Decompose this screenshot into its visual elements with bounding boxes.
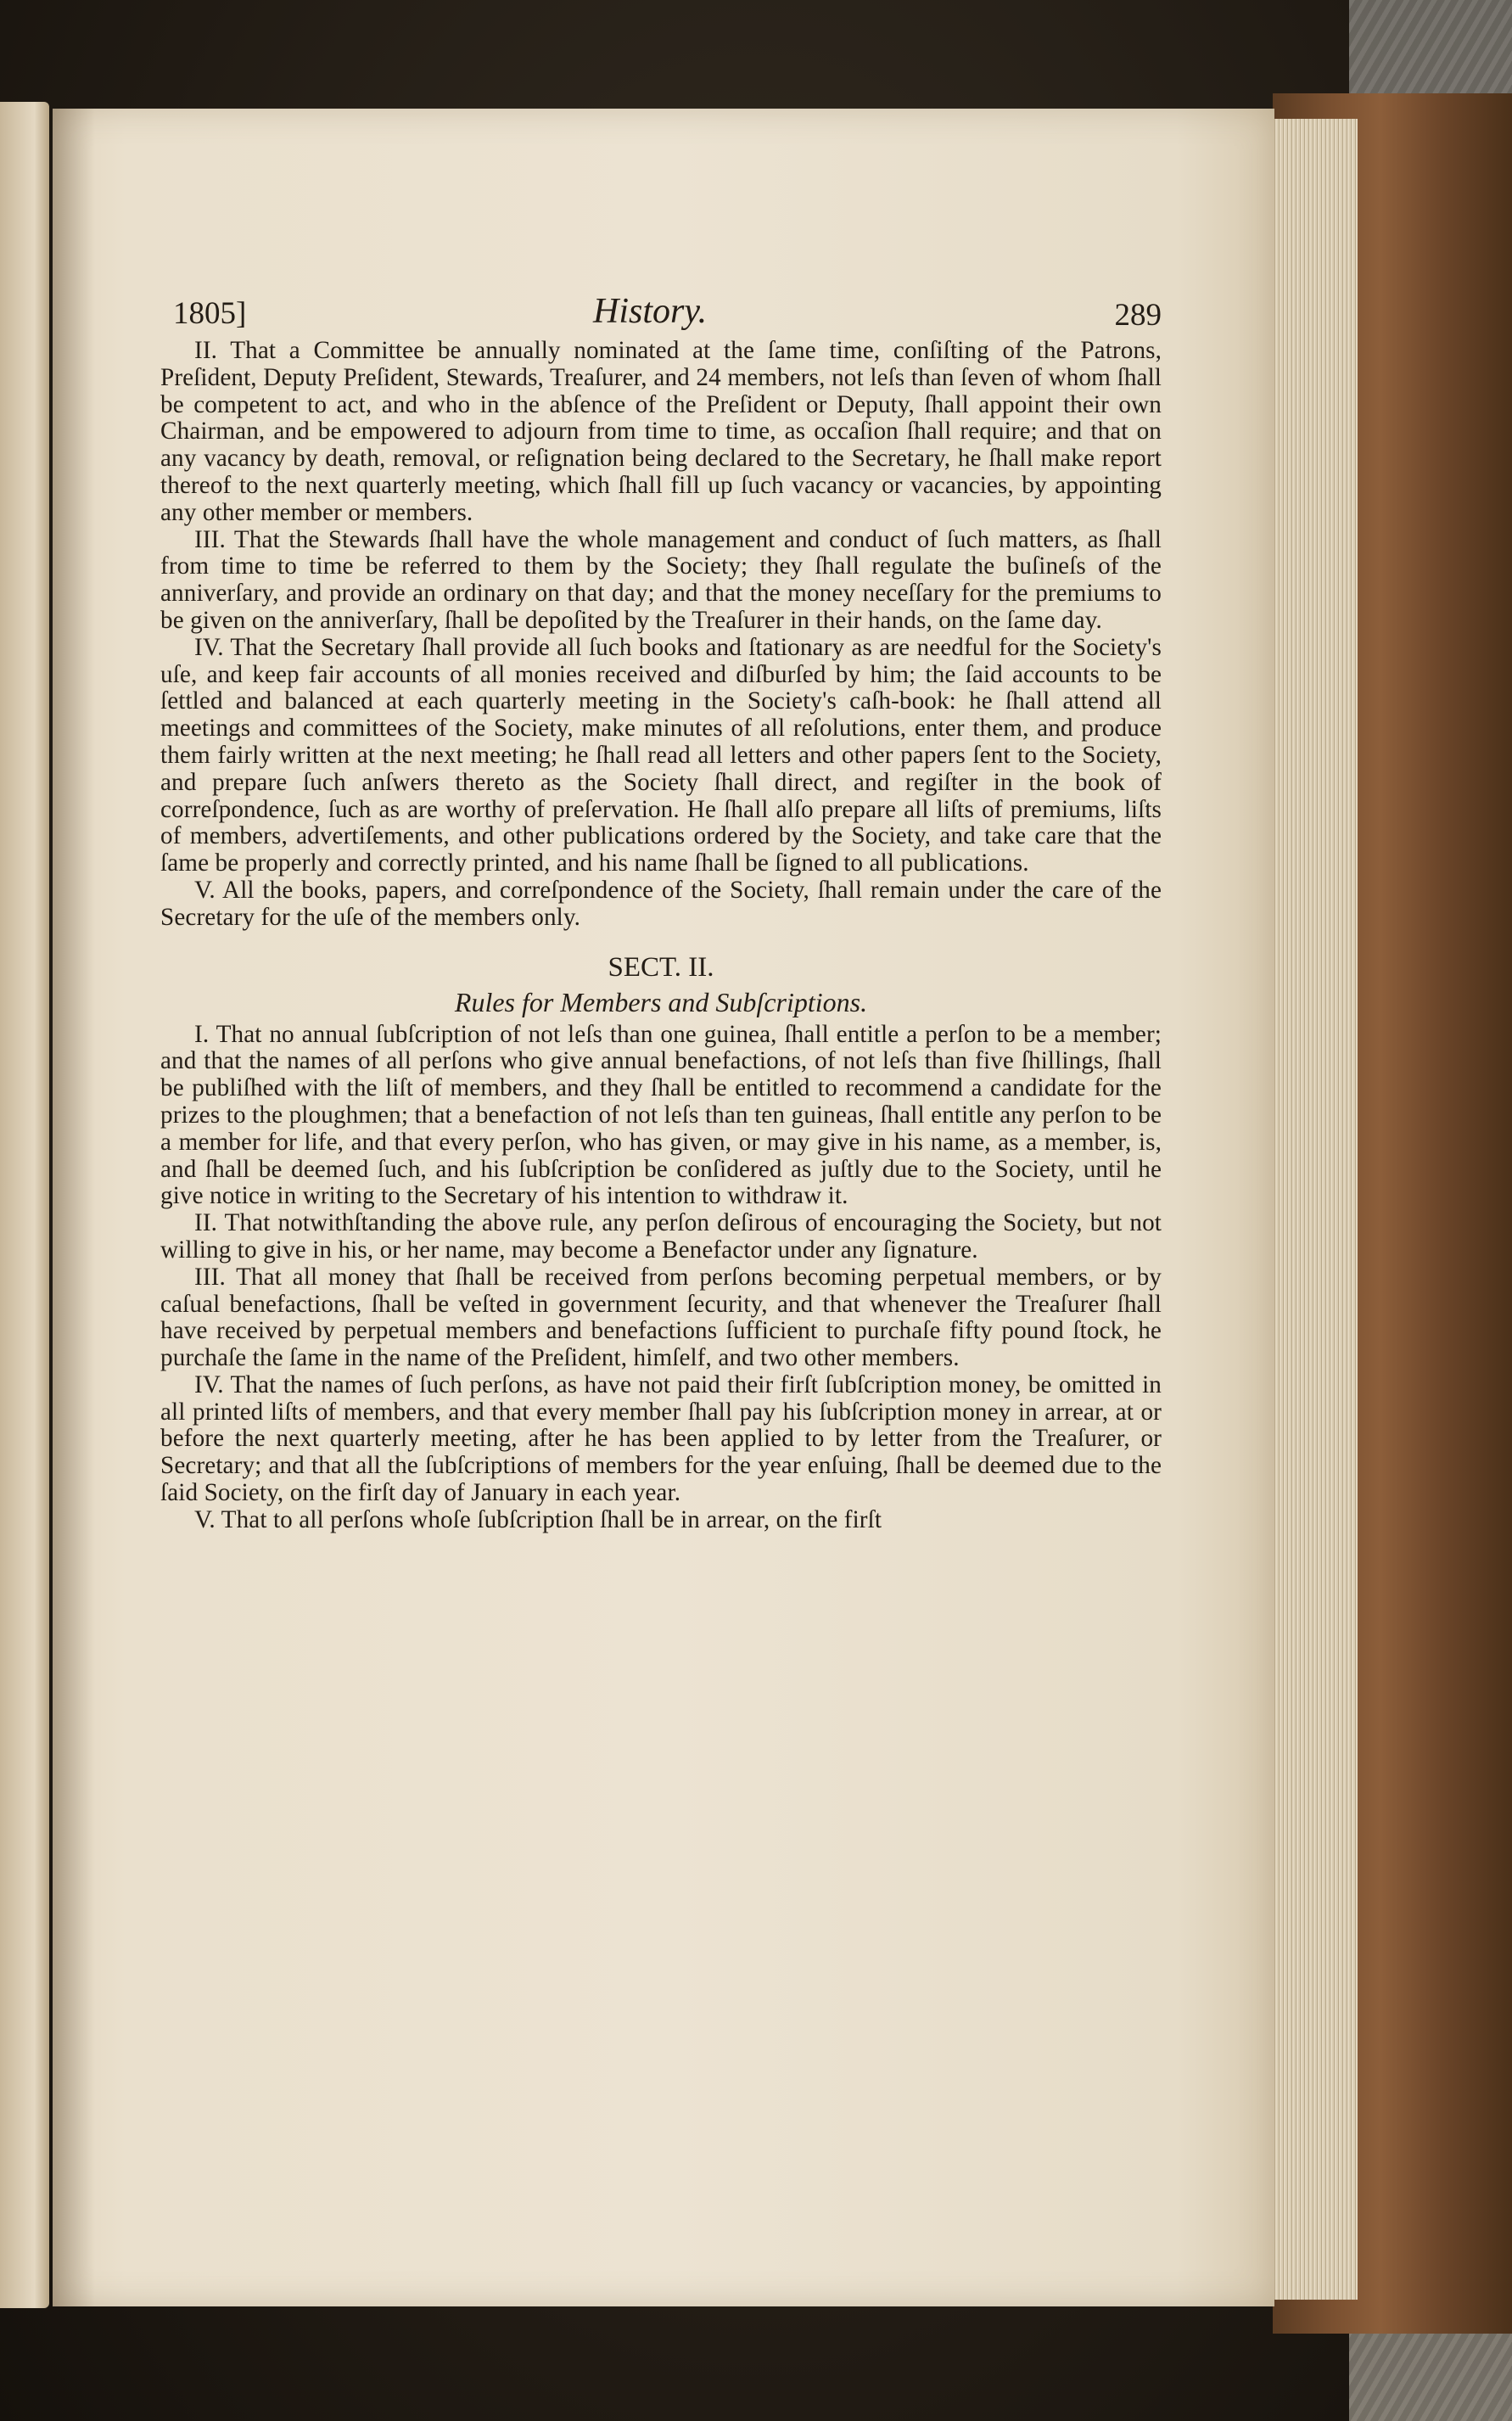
facing-page-edge (0, 102, 49, 2308)
article-paragraph: II. That notwithſtanding the above rule, any perſon deſirous of encouraging the Society, but not willing to give in his, or her name, may become a Benefactor under any ſignature. (160, 1209, 1162, 1264)
article-paragraph: III. That all money that ſhall be received from perſons becoming perpetual members, or by caſual benefactions, ſhall be veſted in government ſecurity, and that whenever the Treaſurer ſhall have received by perpetual members and benefactions ſufficient to purchaſe fifty pound ſtock, he purchaſe the ſame in the name of the Preſident, himſelf, and two other members. (160, 1263, 1162, 1372)
section-heading: SECT. II. (608, 951, 714, 983)
running-header (160, 287, 1162, 338)
article-paragraph: III. That the Stewards ſhall have the whole management and conduct of ſuch matters, as ſhall from time to time be referred to them by the Society; they ſhall regulate the buſineſs of the anniverſary, and provide an ordinary on that day; and that the money neceſſary for the premiums to be given on the anniverſary, ſhall be depoſited by the Treaſurer in their hands, on the ſame day. (160, 525, 1162, 634)
article-paragraph: II. That a Committee be annually nominated at the ſame time, conſiſting of the Patrons, Preſident, Deputy Preſident, Stewards, Treaſurer, and 24 members, not leſs than ſeven of whom ſhall be competent to act, and who in the abſence of the Preſident or Deputy, ſhall appoint their own Chairman, and be empowered to adjourn from time to time, as occaſion ſhall require; and that on any vacancy by death, removal, or reſignation being declared to the Secretary, he ſhall make report thereof to the next quarterly meeting, which ſhall fill up ſuch vacancy or vacancies, by appointing any other member or members. (160, 337, 1162, 526)
header-year: 1805] (173, 296, 247, 331)
article-paragraph: IV. That the Secretary ſhall provide all ſuch books and ſtationary as are needful for the Society's uſe, and keep fair accounts of all monies received and diſburſed by him; the ſaid accounts to be ſettled and balanced at each quarterly meeting in the Society's caſh-book: he ſhall attend all meetings and committees of the Society, make minutes of all reſolutions, enter them, and produce them fairly written at the next meeting; he ſhall read all letters and other papers ſent to the Society, and prepare ſuch anſwers thereto as the Society ſhall direct, and regiſter in the book of correſpondence, ſuch as are worthy of preſervation. He ſhall alſo prepare all liſts of premiums, liſts of members, advertiſements, and other publications ordered by the Society, and take care that the ſame be properly and correctly printed, and his name ſhall be ſigned to all publications. (160, 633, 1162, 877)
book-page (53, 109, 1274, 2306)
article-paragraph: V. All the books, papers, and correſpondence of the Society, ſhall remain under the care of the Secretary for the uſe of the members only. (160, 876, 1162, 931)
page-edges (1273, 119, 1358, 2300)
section-subheading: Rules for Members and Subſcriptions. (454, 986, 868, 1017)
text-block (160, 287, 1162, 1534)
article-paragraph: I. That no annual ſubſcription of not leſs than one guinea, ſhall entitle a perſon to be a member; and that the names of all perſons who give annual benefactions, of not leſs than five ſhillings, ſhall be publiſhed with the liſt of members, and they ſhall be entitled to recommend a candidate for the prizes to the ploughmen; that a benefaction of not leſs than ten guineas, ſhall entitle any perſon to be a member for life, and that every perſon, who has given, or may give in his name, as a member, is, and ſhall be deemed ſuch, and his ſubſcription be conſidered as juſtly due to the Society, until he give notice in writing to the Secretary of his intention to withdraw it. (160, 1020, 1162, 1210)
page-gutter (53, 109, 95, 2306)
article-paragraph: IV. That the names of ſuch perſons, as have not paid their firſt ſubſcription money, be omitted in all printed liſts of members, and that every member ſhall pay his ſubſcription money in arrear, at or before the next quarterly meeting, after he has been applied to by letter from the Treaſurer, or Secretary; and that all the ſubſcriptions of members for the year enſuing, ſhall be deemed due to the ſaid Society, on the firſt day of January in each year. (160, 1370, 1162, 1507)
header-title: History. (593, 292, 708, 331)
article-paragraph: V. That to all perſons whoſe ſubſcription ſhall be in arrear, on the firſt (194, 1505, 882, 1533)
page-number: 289 (1114, 298, 1162, 333)
